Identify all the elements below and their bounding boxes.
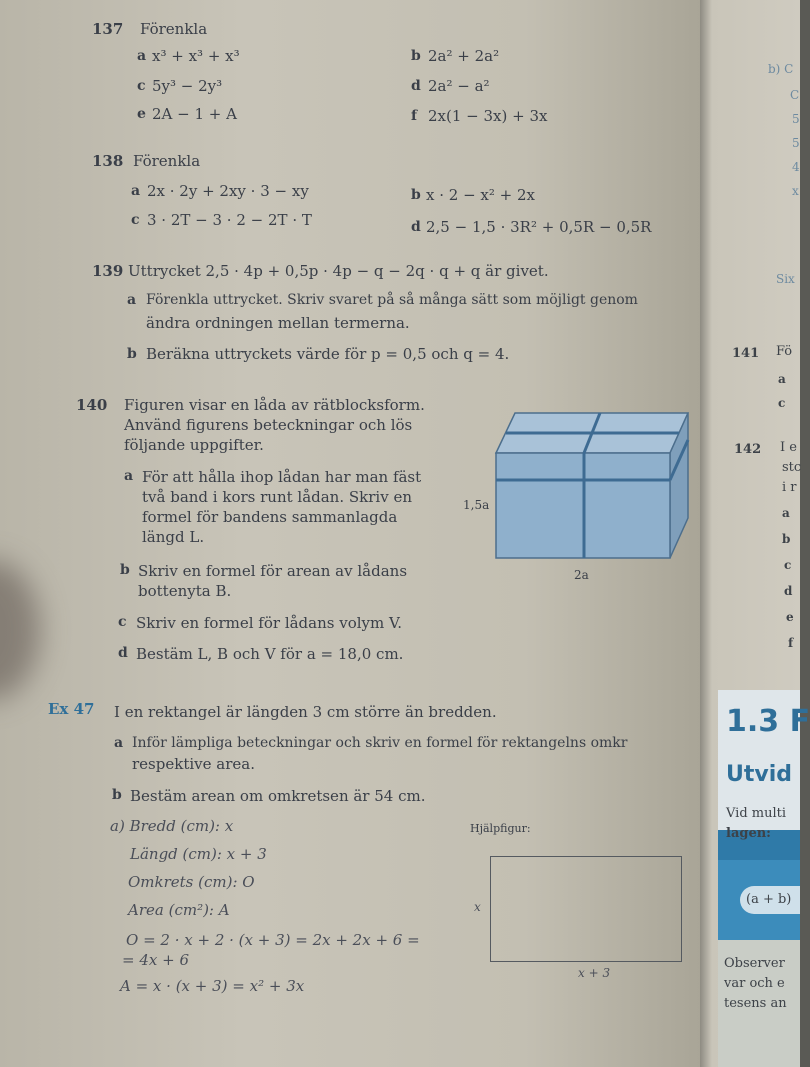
problem-140-intro-1: Figuren visar en låda av rätblocksform. (124, 396, 425, 414)
item-expr: x · 2 − x² + 2x (426, 186, 535, 204)
problem-139-a-line1: Förenkla uttrycket. Skriv svaret på så många sätt som möjligt genom (146, 292, 638, 308)
right-fragment: Observer (724, 956, 785, 971)
right-fragment: f (788, 636, 794, 650)
example-47-a-line1: Inför lämpliga beteckningar och skriv en formel för rektangelns omkr (132, 735, 628, 751)
problem-140-number: 140 (76, 396, 108, 414)
right-fragment: 5 (792, 112, 800, 126)
item-label: a (124, 468, 134, 484)
item-label: d (118, 645, 128, 661)
box-height-label: 1,5a (463, 498, 490, 512)
right-fragment: tesens an (724, 996, 787, 1011)
item-label: a (137, 48, 147, 64)
rect-bottom-label: x + 3 (578, 966, 611, 980)
hint-rectangle (490, 856, 682, 962)
right-fragment: 142 (734, 442, 762, 457)
item-expr: x³ + x³ + x³ (152, 47, 240, 65)
right-fragment: I e (780, 440, 797, 455)
item-label: a (131, 183, 141, 199)
problem-140-intro-2: Använd figurens beteckningar och lös (124, 416, 413, 434)
item-expr: 2x · 2y + 2xy · 3 − xy (147, 182, 309, 200)
item-label: d (411, 78, 421, 94)
right-fragment: d (784, 584, 793, 598)
solution-line: Area (cm²): A (128, 901, 230, 919)
item-label: c (137, 78, 146, 94)
problem-139-a-line2: ändra ordningen mellan termerna. (146, 314, 410, 332)
item-expr: 2a² − a² (428, 77, 490, 95)
item-expr: 2a² + 2a² (428, 47, 500, 65)
right-fragment: stc (782, 460, 802, 475)
item-expr: 3 · 2T − 3 · 2 − 2T · T (147, 211, 312, 229)
problem-140-d-text: Bestäm L, B och V för a = 18,0 cm. (136, 645, 404, 663)
right-fragment: x (792, 184, 799, 198)
right-page (700, 0, 810, 1067)
problem-137-number: 137 (92, 20, 124, 38)
box-width-label: 2a (574, 568, 589, 582)
right-fragment: i r (782, 480, 797, 495)
item-expr: 2A − 1 + A (152, 105, 237, 123)
problem-140-intro-3: följande uppgifter. (124, 436, 264, 454)
right-fragment: b) C (768, 62, 794, 76)
item-label: f (411, 108, 418, 124)
problem-139-b-text: Beräkna uttryckets värde för p = 0,5 och q = 4. (146, 345, 510, 363)
solution-line: Längd (cm): x + 3 (130, 845, 267, 863)
solution-line: a) Bredd (cm): x (110, 817, 234, 835)
problem-139-number: 139 (92, 262, 124, 280)
item-label: c (131, 212, 140, 228)
right-fragment: lagen: (726, 826, 771, 841)
solution-line: A = x · (x + 3) = x² + 3x (120, 977, 305, 995)
right-fragment: 141 (732, 346, 760, 361)
problem-138-number: 138 (92, 152, 124, 170)
problem-140-a-line: formel för bandens sammanlagda (142, 508, 398, 526)
section-number: 1.3 F (726, 704, 810, 739)
right-fragment: var och e (724, 976, 785, 991)
right-fragment: a (778, 372, 786, 386)
problem-138-title: Förenkla (133, 152, 201, 170)
solution-line: Omkrets (cm): O (128, 873, 255, 891)
item-label: a (127, 292, 137, 308)
hint-figure-label: Hjälpfigur: (470, 822, 531, 835)
right-fragment: a (782, 506, 790, 520)
item-label: b (120, 562, 130, 578)
right-fragment: 5 (792, 136, 800, 150)
problem-140-a-line: För att hålla ihop lådan har man fäst (142, 468, 422, 486)
solution-line: = 4x + 6 (122, 951, 189, 969)
problem-137-title: Förenkla (140, 20, 208, 38)
problem-140-a-line: två band i kors runt lådan. Skriv en (142, 488, 412, 506)
item-label: b (112, 787, 122, 803)
item-label: b (411, 187, 421, 203)
item-label: d (411, 219, 421, 235)
box-figure (490, 408, 690, 568)
item-label: b (127, 346, 137, 362)
item-label: b (411, 48, 421, 64)
solution-line: O = 2 · x + 2 · (x + 3) = 2x + 2x + 6 = (126, 931, 420, 949)
problem-140-b-line: bottenyta B. (138, 582, 232, 600)
example-47-a-line2: respektive area. (132, 755, 255, 773)
right-fragment: Vid multi (726, 806, 787, 821)
item-expr: 2x(1 − 3x) + 3x (428, 107, 548, 125)
rect-side-label: x (474, 900, 481, 914)
item-label: e (137, 106, 146, 122)
item-expr: 5y³ − 2y³ (152, 77, 223, 95)
finger-shadow (0, 560, 40, 700)
example-47-intro: I en rektangel är längden 3 cm större än bredden. (114, 703, 497, 721)
problem-140-a-line: längd L. (142, 528, 205, 546)
section-title: Utvid (726, 762, 793, 787)
right-fragment: 4 (792, 160, 800, 174)
problem-140-b-line: Skriv en formel för arean av lådans (138, 562, 408, 580)
example-47-number: Ex 47 (48, 700, 95, 718)
right-fragment: c (778, 396, 786, 410)
problem-139-intro: Uttrycket 2,5 · 4p + 0,5p · 4p − q − 2q · q + q är givet. (128, 262, 549, 280)
item-label: c (118, 614, 127, 630)
item-expr: 2,5 − 1,5 · 3R² + 0,5R − 0,5R (426, 218, 652, 236)
right-fragment: b (782, 532, 791, 546)
example-47-b-text: Bestäm arean om omkretsen är 54 cm. (130, 787, 426, 805)
right-fragment: e (786, 610, 794, 624)
item-label: a (114, 735, 124, 751)
formula-text: (a + b) (746, 892, 792, 907)
right-fragment: C (790, 88, 800, 102)
problem-140-c-text: Skriv en formel för lådans volym V. (136, 614, 402, 632)
right-fragment: Six (776, 272, 795, 286)
right-fragment: Fö (776, 344, 793, 359)
right-fragment: c (784, 558, 792, 572)
